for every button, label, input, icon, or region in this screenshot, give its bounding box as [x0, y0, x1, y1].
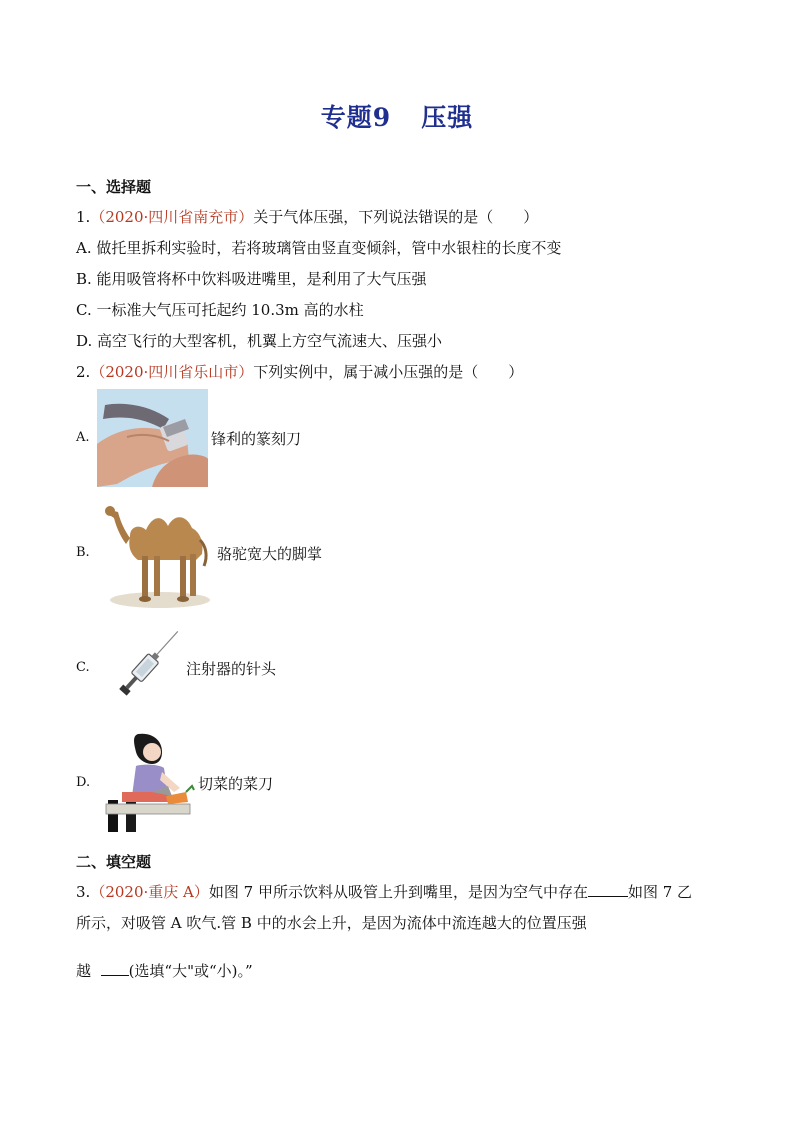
title-topic-number: 专题9 — [320, 103, 392, 132]
question-text: (选填“大"或“小)。” — [128, 962, 253, 980]
seal-carving-knife-image — [97, 389, 208, 487]
kitchen-knife-image — [102, 730, 196, 834]
q1-option-c: C. 一标准大气压可托起约 10.3m 高的水柱 — [76, 301, 364, 319]
section-heading-fill-in: 二、填空题 — [76, 853, 152, 871]
question-source: （2020·四川省南充市） — [90, 208, 254, 226]
page-title — [0, 98, 794, 134]
question-2 — [76, 361, 523, 382]
question-stem: 关于气体压强，下列说法错误的是（ ） — [253, 208, 539, 226]
q2-option-d-letter: D. — [76, 775, 91, 790]
q1-option-b: B. 能用吸管将杯中饮料吸进嘴里，是利用了大气压强 — [76, 270, 427, 288]
question-text: 如图 7 甲所示饮料从吸管上升到嘴里，是因为空气中存在 — [208, 883, 588, 901]
question-3-line-3 — [76, 960, 253, 981]
q2-option-c-text: 注射器的针头 — [186, 660, 277, 678]
question-1 — [76, 206, 538, 227]
question-number: 1. — [76, 208, 91, 226]
title-topic-name: 压强 — [421, 103, 474, 132]
question-number: 3. — [76, 883, 91, 901]
q2-option-b-text: 骆驼宽大的脚掌 — [217, 545, 323, 563]
q2-option-b-letter: B. — [76, 545, 90, 560]
q2-option-a-letter: A. — [76, 430, 90, 445]
section-heading-choice: 一、选择题 — [76, 178, 152, 196]
q2-option-a-text: 锋利的篆刻刀 — [211, 430, 302, 448]
q2-option-d-text: 切菜的菜刀 — [198, 775, 274, 793]
question-number: 2. — [76, 363, 91, 381]
question-stem: 下列实例中，属于减小压强的是（ ） — [253, 363, 524, 381]
question-text: 如图 7 乙 — [627, 883, 693, 901]
question-source: （2020·重庆 A） — [90, 883, 209, 901]
answer-blank-2[interactable] — [101, 975, 129, 976]
camel-image — [100, 496, 214, 608]
question-text: 越 — [76, 962, 92, 980]
question-3 — [76, 881, 692, 902]
syringe-image — [103, 630, 181, 710]
question-3-line-2: 所示，对吸管 A 吹气.管 B 中的水会上升，是因为流体中流连越大的位置压强 — [76, 914, 587, 932]
q2-option-c-letter: C. — [76, 660, 90, 675]
answer-blank-1[interactable] — [588, 896, 628, 897]
q1-option-a: A. 做托里拆利实验时，若将玻璃管由竖直变倾斜，管中水银柱的长度不变 — [76, 239, 562, 257]
question-source: （2020·四川省乐山市） — [90, 363, 254, 381]
q1-option-d: D. 高空飞行的大型客机，机翼上方空气流速大、压强小 — [76, 332, 443, 350]
